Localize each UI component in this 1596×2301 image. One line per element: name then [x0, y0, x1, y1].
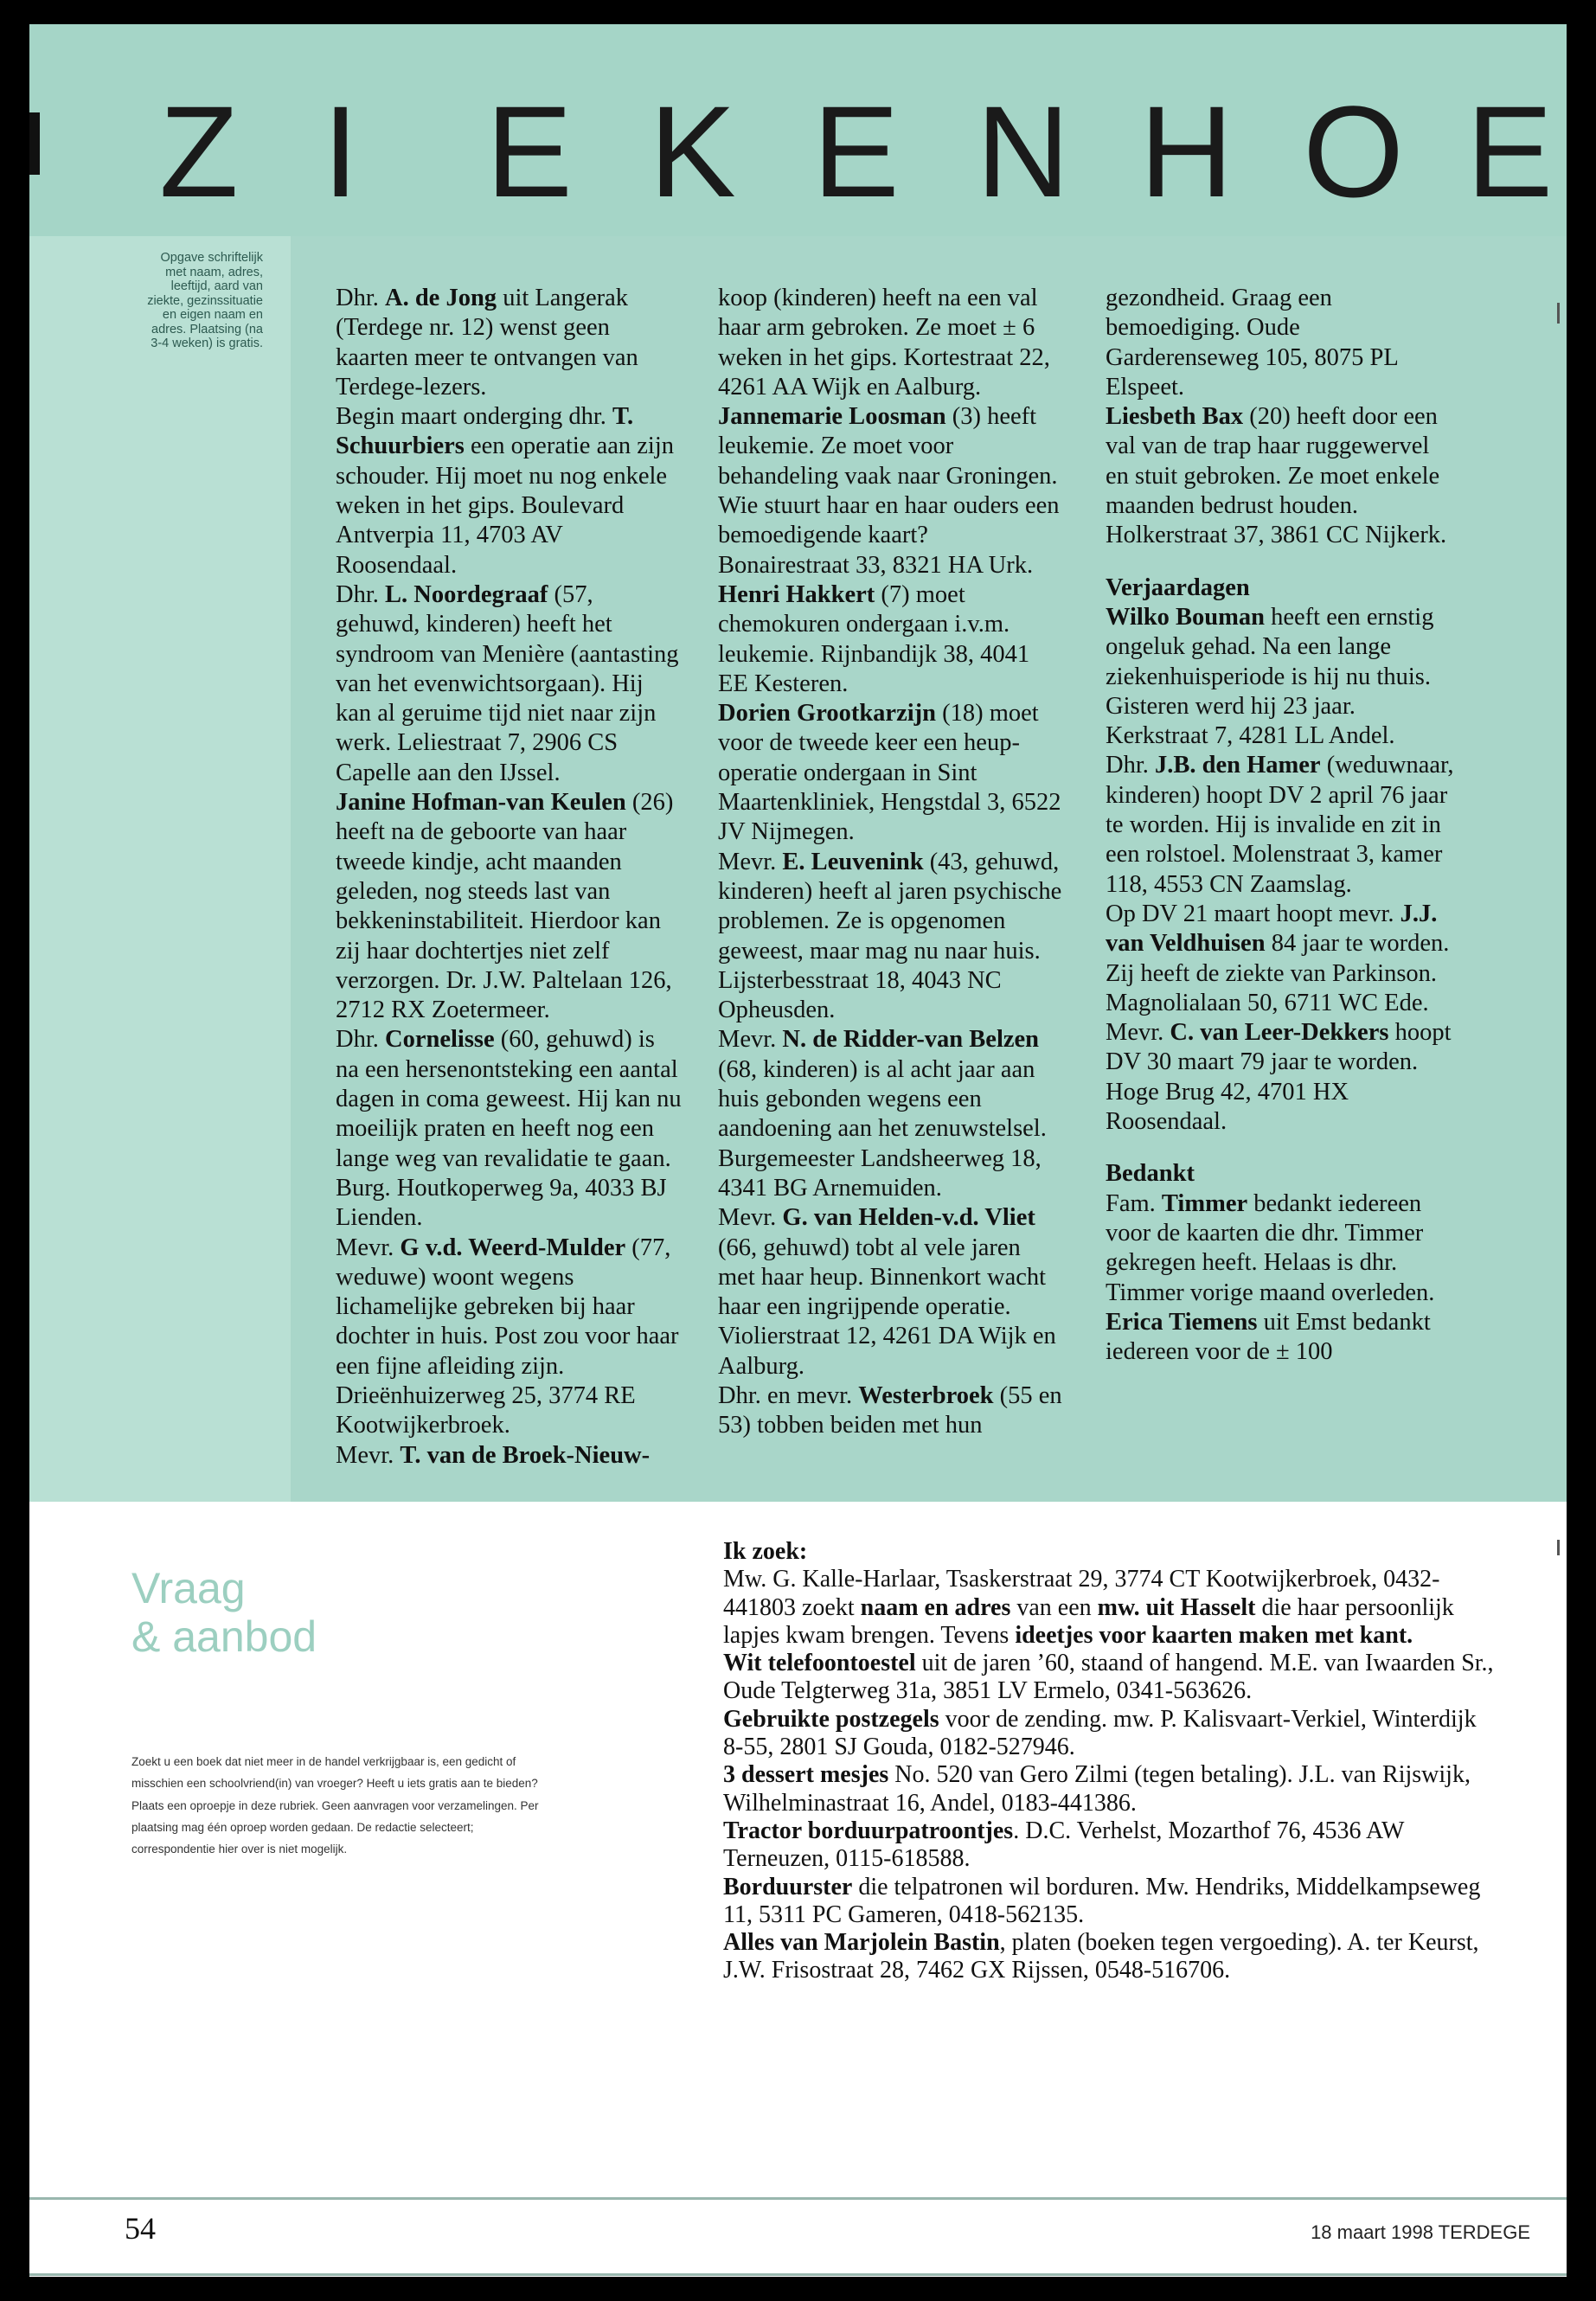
title-letter: E	[812, 79, 900, 224]
body-text: Fam.	[1106, 1189, 1162, 1217]
bold-name: Liesbeth Bax	[1106, 403, 1244, 431]
notice	[336, 788, 682, 1025]
bold-name: ideetjes voor kaarten maken met kant.	[1015, 1621, 1413, 1649]
bold-name: Westerbroek	[858, 1381, 994, 1409]
notice	[1106, 1018, 1458, 1137]
bold-name: mw. uit Hasselt	[1097, 1593, 1256, 1621]
body-text: uit Langerak (Terdege nr. 12) wenst geen kaarten meer te ontvangen van Terdege-lezers.	[336, 285, 638, 401]
ik-zoek-item	[723, 1929, 1502, 1985]
body-text: (68, kinderen) is al acht jaar aan huis gebonden wegens een aandoening aan het zenuwstelsel. Burgemeester Landsheerweg 18, 4341 BG Arnemuiden.	[718, 1055, 1047, 1202]
ik-zoek-heading: Ik zoek:	[723, 1538, 808, 1565]
ik-zoek-section	[723, 1538, 1502, 1985]
ik-zoek-item	[723, 1706, 1502, 1762]
bold-name: E. Leuvenink	[782, 848, 924, 875]
bold-name: G. van Helden-v.d. Vliet	[782, 1204, 1035, 1232]
bold-name: Borduurster	[723, 1873, 853, 1900]
notice	[336, 1441, 682, 1471]
body-text: (57, gehuwd, kinderen) heeft het syndroom van Menière (aantasting van het evenwichtsorgaan). Hij kan al geruime tijd niet naar zijn werk. Leliestraat 7, 2906 CS Capelle aan den IJssel.	[336, 580, 679, 786]
page-number: 54	[125, 2211, 156, 2246]
notice	[718, 284, 1062, 402]
bold-name: Tractor borduurpatroontjes	[723, 1817, 1014, 1844]
body-text: gezondheid. Graag een bemoediging. Oude Garderenseweg 105, 8075 PL Elspeet.	[1106, 285, 1398, 401]
body-text: Dhr.	[336, 1026, 385, 1054]
vraag-aanbod-description: Zoekt u een boek dat niet meer in de handel verkrijgbaar is, een gedicht of misschien een schoolvriend(in) van vroeger? Heeft u iets gratis aan te bieden? Plaats een oproepje in deze rubriek. Geen aanvragen voor verzamelingen. Per plaatsing mag één oproep worden gedaan. De redactie selecteert; correspondentie hier over is niet mogelijk.	[131, 1755, 539, 1856]
ik-zoek-item	[723, 1566, 1502, 1650]
bold-name: naam en adres	[860, 1593, 1011, 1621]
bold-name: Erica Tiemens	[1106, 1308, 1258, 1336]
notice	[1106, 751, 1458, 899]
ik-zoek-item	[723, 1817, 1502, 1874]
title-letter: H	[1139, 79, 1234, 224]
body-text: (60, gehuwd) is na een hersenontsteking een aantal dagen in coma geweest. Hij kan nu moeilijk praten en heeft nog een lange weg van revalidatie te gaan. Burg. Houtkoperweg 9a, 4033 BJ Lienden.	[336, 1026, 682, 1232]
title-letter: Z	[159, 79, 239, 224]
bold-name: J.B. den Hamer	[1155, 752, 1321, 779]
body-text: 84 jaar te worden. Zij heeft de ziekte van Parkinson. Magnolialaan 50, 6711 WC Ede.	[1106, 930, 1450, 1016]
footer-rule	[29, 2197, 1567, 2200]
notice	[1106, 284, 1458, 402]
body-text: Mw. G. Kalle-Harlaar, Tsaskerstraat 29, 3774 CT Kootwijkerbroek, 0432-441803 zoekt	[723, 1566, 1440, 1621]
vraag-aanbod-title	[131, 1564, 317, 1661]
notice	[718, 848, 1062, 1026]
notice	[718, 402, 1062, 580]
bold-name: Timmer	[1161, 1189, 1248, 1217]
column-1	[336, 284, 682, 1471]
vraag-aanbod-title-line: & aanbod	[131, 1612, 317, 1661]
body-text: voor de zending. mw. P. Kalisvaart-Verkiel, Winterdijk 8-55, 2801 SJ Gouda, 0182-527946.	[723, 1705, 1477, 1761]
column-2	[718, 284, 1062, 1441]
body-text: heeft een ernstig ongeluk gehad. Na een lange ziekenhuisperiode is hij nu thuis. Gisteren werd hij 23 jaar. Kerkstraat 7, 4281 LL Andel.	[1106, 603, 1434, 750]
notice	[336, 580, 682, 788]
body-text: Mevr.	[718, 1026, 783, 1054]
bold-name: Alles van Marjolein Bastin	[723, 1929, 1000, 1957]
bedankt-heading: Bedankt	[1106, 1160, 1195, 1188]
notice	[1106, 402, 1458, 550]
body-text: hoopt DV 30 maart 79 jaar te worden. Hoge Brug 42, 4701 HX Roosendaal.	[1106, 1019, 1452, 1136]
body-text: (18) moet voor de tweede keer een heup-operatie ondergaan in Sint Maartenkliniek, Hengstdal 3, 6522 JV Nijmegen.	[718, 700, 1061, 846]
bold-name: L. Noordegraaf	[385, 580, 548, 608]
body-text: die telpatronen wil borduren. Mw. Hendriks, Middelkampseweg 11, 5311 PC Gameren, 0418-562135.	[723, 1873, 1481, 1928]
body-text: (43, gehuwd, kinderen) heeft al jaren psychische problemen. Ze is opgenomen geweest, maar mag nu naar huis. Lijsterbesstraat 18, 4043 NC Opheusden.	[718, 848, 1062, 1024]
title-letter: O	[1303, 79, 1404, 224]
body-text: (26) heeft na de geboorte van haar tweede kindje, acht maanden geleden, nog steeds last van bekkeninstabiliteit. Hierdoor kan zij haar dochtertjes niet zelf verzorgen. Dr. J.W. Paltelaan 126, 2712 RX Zoetermeer.	[336, 789, 674, 1024]
bold-name: Jannemarie Loosman	[718, 403, 946, 431]
title-letter: E	[485, 79, 573, 224]
body-text: Mevr.	[336, 1441, 401, 1469]
scan-edge-mark	[1557, 1540, 1560, 1555]
title-letter: K	[649, 79, 736, 224]
bold-name: T. van de Broek-Nieuw-	[400, 1441, 651, 1469]
notice	[718, 1203, 1062, 1381]
section-title	[159, 79, 1567, 224]
bold-name: Cornelisse	[385, 1026, 495, 1054]
notice	[336, 1025, 682, 1233]
scan-edge-mark	[1557, 303, 1560, 324]
issue-date: 18 maart 1998 TERDEGE	[1311, 2221, 1530, 2243]
body-text: (3) heeft leukemie. Ze moet voor behandeling vaak naar Groningen. Wie stuurt haar en haar ouders een bemoedigende kaart? Bonairestraat 33, 8321 HA Urk.	[718, 403, 1060, 579]
body-text: (55 en 53) tobben beiden met hun	[718, 1381, 1062, 1439]
bold-name: N. de Ridder-van Belzen	[782, 1026, 1040, 1054]
bold-name: J.J. van Veldhuisen	[1106, 900, 1438, 958]
vraag-aanbod-title-line: Vraag	[131, 1564, 246, 1612]
notice	[718, 1025, 1062, 1203]
bold-name: Wit telefoontoestel	[723, 1650, 916, 1677]
submission-instructions: Opgave schriftelijk met naam, adres, leeftijd, aard van ziekte, gezinssituatie en eigen naam en adres. Plaatsing (na 3-4 weken) is gratis.	[147, 251, 263, 350]
body-text: Dhr. en mevr.	[718, 1381, 859, 1409]
bold-name: 3 dessert mesjes	[723, 1761, 889, 1789]
notice	[1106, 1308, 1458, 1368]
body-text: No. 520 van Gero Zilmi (tegen betaling). J.L. van Rijswijk, Wilhelminastraat 16, Andel, 0183-441386.	[723, 1761, 1471, 1817]
bold-name: Wilko Bouman	[1106, 603, 1265, 631]
body-text: Dhr.	[336, 580, 385, 608]
body-text: koop (kinderen) heeft na een val haar arm gebroken. Ze moet ± 6 weken in het gips. Kortestraat 22, 4261 AA Wijk en Aalburg.	[718, 285, 1050, 401]
body-text: een operatie aan zijn schouder. Hij moet nu nog enkele weken in het gips. Boulevard Antverpia 11, 4703 AV Roosendaal.	[336, 433, 674, 579]
notice	[718, 580, 1062, 699]
body-text: Mevr.	[1106, 1019, 1170, 1047]
title-marker	[29, 112, 40, 175]
section-title-bar	[29, 24, 1567, 236]
ik-zoek-item	[723, 1650, 1502, 1706]
bold-name: Henri Hakkert	[718, 580, 875, 608]
body-text: , platen (boeken tegen vergoeding). A. ter Keurst, J.W. Frisostraat 28, 7462 GX Rijssen, 0548-516706.	[723, 1929, 1479, 1984]
notice	[718, 699, 1062, 847]
title-letter: I	[322, 79, 359, 224]
body-text: (7) moet chemokuren ondergaan i.v.m. leukemie. Rijnbandijk 38, 4041 EE Kesteren.	[718, 580, 1030, 697]
title-letter: E	[1466, 79, 1554, 224]
body-text: Dhr.	[336, 285, 385, 311]
ik-zoek-item	[723, 1761, 1502, 1817]
body-text: Begin maart onderging dhr.	[336, 403, 613, 431]
body-text: uit Emst bedankt iedereen voor de ± 100	[1106, 1308, 1431, 1366]
body-text: Mevr.	[718, 848, 783, 875]
notice	[1106, 900, 1458, 1018]
body-text: Mevr.	[336, 1234, 401, 1261]
body-text: die haar persoonlijk lapjes kwam brengen. Tevens	[723, 1593, 1454, 1649]
bold-name: Janine Hofman-van Keulen	[336, 789, 626, 817]
magazine-page	[29, 24, 1567, 2277]
body-text: uit de jaren ’60, staand of hangend. M.E. van Iwaarden Sr., Oude Telgterweg 31a, 3851 LV Ermelo, 0341-563626.	[723, 1650, 1494, 1705]
body-text: Dhr.	[1106, 752, 1155, 779]
bold-name: G v.d. Weerd-Mulder	[400, 1234, 626, 1261]
notice	[336, 1234, 682, 1441]
body-text: bedankt iedereen voor de kaarten die dhr. Timmer gekregen heeft. Helaas is dhr. Timmer vorige maand overleden.	[1106, 1189, 1435, 1306]
notice	[1106, 1189, 1458, 1308]
notice	[336, 284, 682, 402]
bold-name: T. Schuurbiers	[336, 403, 634, 460]
body-text: (77, weduwe) woont wegens lichamelijke gebreken bij haar dochter in huis. Post zou voor haar een fijne afleiding zijn. Drieënhuizerweg 25, 3774 RE Kootwijkerbroek.	[336, 1234, 679, 1439]
notice	[336, 402, 682, 580]
body-text: . D.C. Verhelst, Mozarthof 76, 4536 AW Terneuzen, 0115-618588.	[723, 1817, 1404, 1873]
body-text: (66, gehuwd) tobt al vele jaren met haar heup. Binnenkort wacht haar een ingrijpende operatie. Violierstraat 12, 4261 DA Wijk en Aalburg.	[718, 1234, 1056, 1380]
bold-name: C. van Leer-Dekkers	[1170, 1019, 1389, 1047]
column-3	[1106, 284, 1458, 1367]
bold-name: Gebruikte postzegels	[723, 1705, 939, 1733]
bold-name: Dorien Grootkarzijn	[718, 700, 936, 727]
bold-name: A. de Jong	[385, 285, 497, 311]
body-text: Mevr.	[718, 1204, 783, 1232]
body-text: Op DV 21 maart hoopt mevr.	[1106, 900, 1401, 927]
verjaardagen-heading: Verjaardagen	[1106, 574, 1250, 601]
footer-rule	[29, 2273, 1567, 2276]
notice	[1106, 603, 1458, 751]
ik-zoek-item	[723, 1874, 1502, 1930]
notice	[718, 1381, 1062, 1441]
body-text: (weduwnaar, kinderen) hoopt DV 2 april 76 jaar te worden. Hij is invalide en zit in een rolstoel. Molenstraat 3, kamer 118, 4553 CN Zaamslag.	[1106, 752, 1454, 898]
body-text: van een	[1010, 1593, 1098, 1621]
title-letter: N	[976, 79, 1070, 224]
body-text: (20) heeft door een val van de trap haar ruggewervel en stuit gebroken. Ze moet enkele maanden bedrust houden. Holkerstraat 37, 3861 CC Nijkerk.	[1106, 403, 1447, 549]
